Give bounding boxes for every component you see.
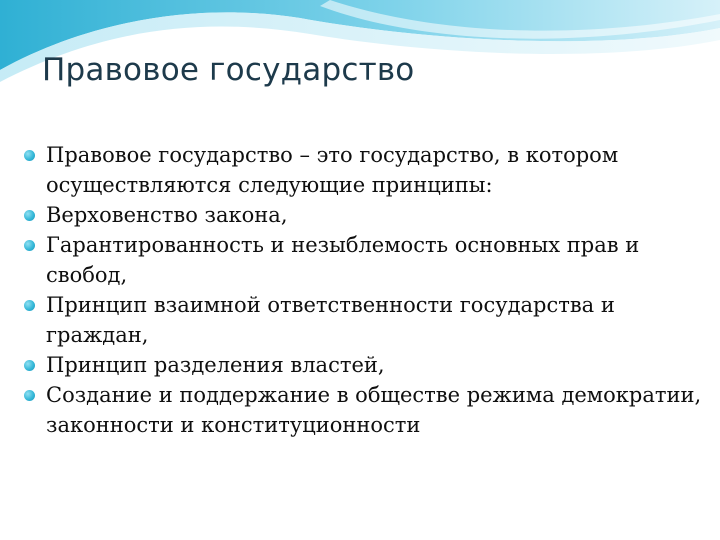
bullet-icon bbox=[24, 300, 35, 311]
bullet-icon bbox=[24, 360, 35, 371]
bullet-text: Гарантированность и незыблемость основных прав и свобод, bbox=[46, 233, 640, 287]
bullet-text: Создание и поддержание в обществе режима демократии, законности и конституционности bbox=[46, 383, 702, 437]
bullet-text: Принцип разделения властей, bbox=[46, 353, 385, 377]
bullet-text: Верховенство закона, bbox=[46, 203, 288, 227]
bullet-icon bbox=[24, 390, 35, 401]
list-item bbox=[24, 290, 704, 350]
bullet-icon bbox=[24, 210, 35, 221]
slide-title: Правовое государство bbox=[42, 52, 415, 88]
list-item bbox=[24, 200, 704, 230]
list-item bbox=[24, 230, 704, 290]
list-item bbox=[24, 380, 704, 440]
bullet-icon bbox=[24, 150, 35, 161]
bullet-text: Принцип взаимной ответственности государства и граждан, bbox=[46, 293, 615, 347]
bullet-icon bbox=[24, 240, 35, 251]
bullet-list bbox=[24, 140, 704, 440]
list-item bbox=[24, 350, 704, 380]
bullet-text: Правовое государство – это государство, в котором осуществляются следующие принципы: bbox=[46, 143, 619, 197]
list-item bbox=[24, 140, 704, 200]
